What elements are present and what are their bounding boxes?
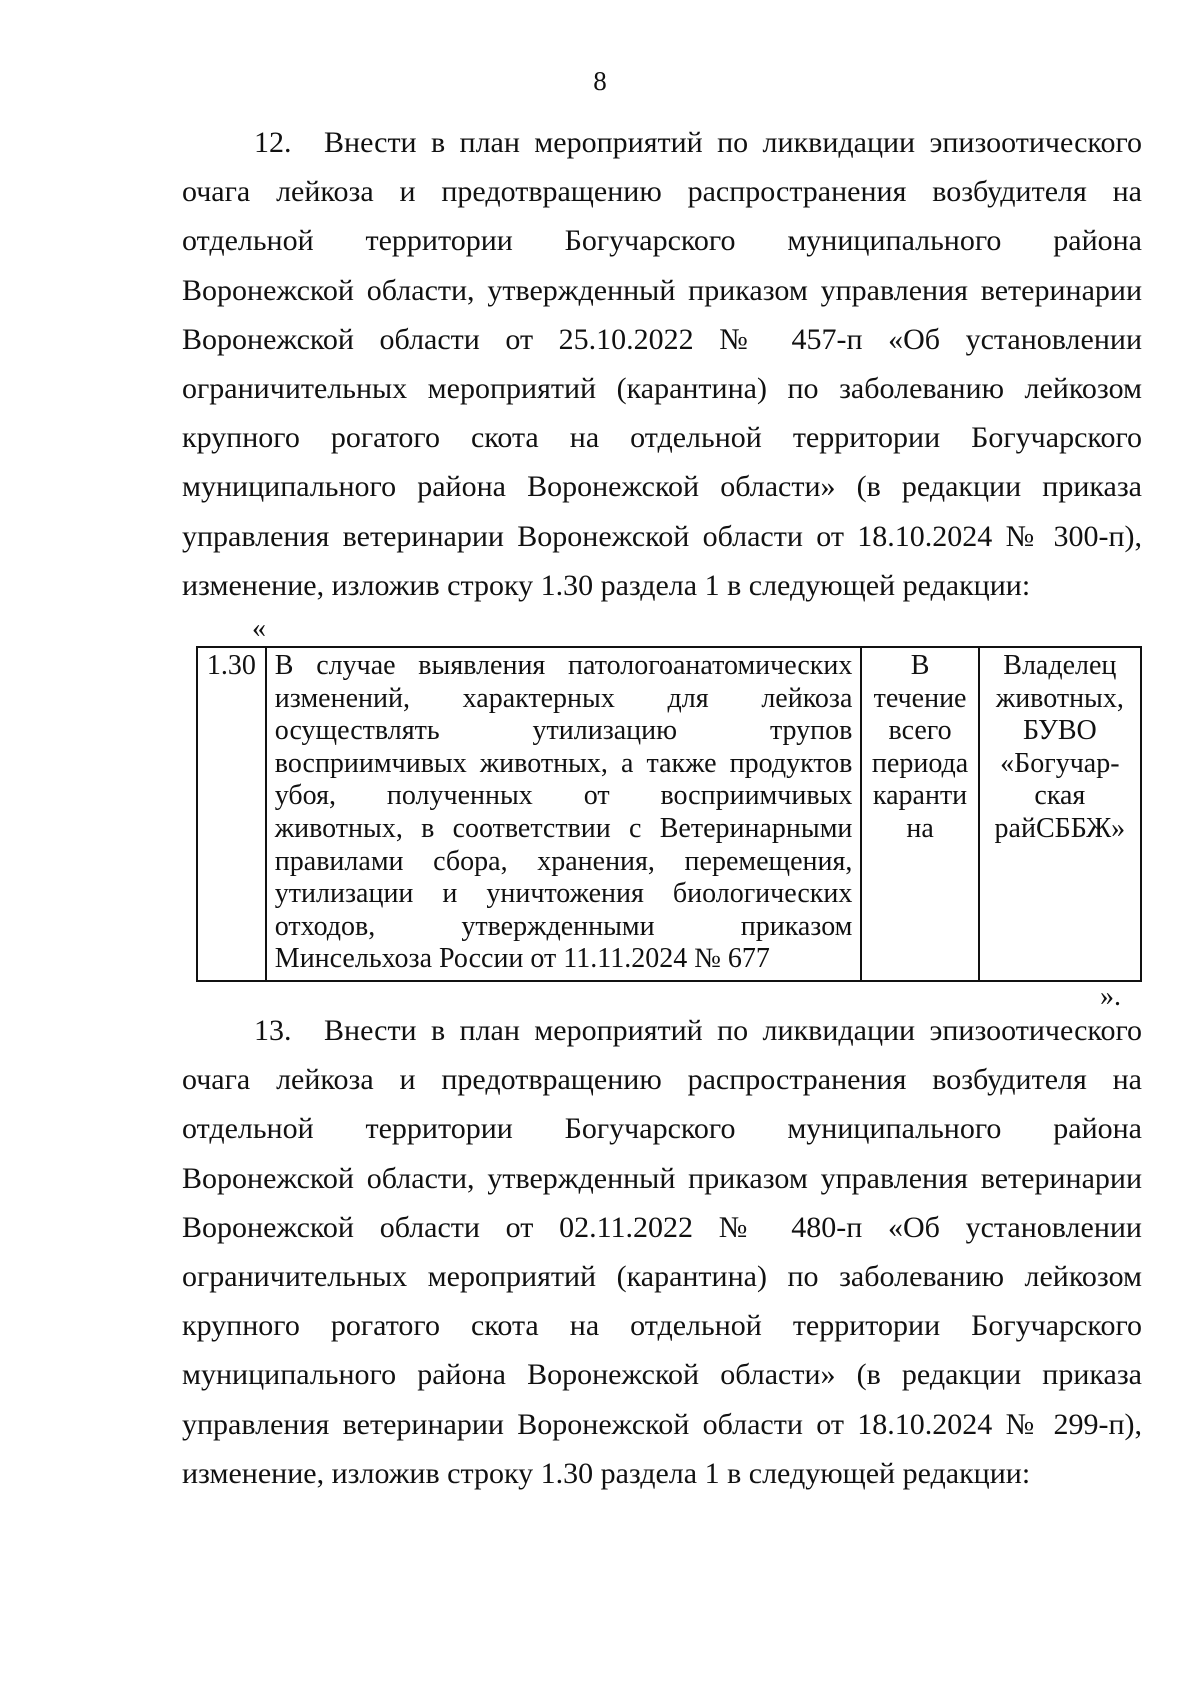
paragraph-item-12 xyxy=(182,118,1142,610)
item-number: 12. xyxy=(254,126,292,159)
closing-quote: ». xyxy=(1100,981,1121,1012)
page-number: 8 xyxy=(593,66,607,96)
opening-quote: « xyxy=(252,613,266,644)
responsible-cell: Владелец животных, БУВО «Богучар-ская райСББЖ» xyxy=(979,647,1141,981)
amendment-table xyxy=(196,646,1142,982)
table-row xyxy=(197,647,1141,981)
row-number-cell: 1.30 xyxy=(197,647,266,981)
item-text: Внести в план мероприятий по ликвидации эпизоотического очага лейкоза и предотвращению распространения возбудителя на отдельной территории Богучарского муниципального района Воронежской области, утвержденный приказом управления ветеринарии Воронежской области от 02.11.2022 № 480-п «Об установлении ограничительных мероприятий (карантина) по заболеванию лейкозом крупного рогатого скота на отдельной территории Богучарского муниципального района Воронежской области» (в редакции приказа управления ветеринарии Воронежской области от 18.10.2024 № 299-п), изменение, изложив строку 1.30 раздела 1 в следующей редакции: xyxy=(182,1014,1142,1490)
measure-cell: В случае выявления патологоанатомических изменений, характерных для лейкоза осуществлять утилизацию трупов восприимчивых животных, а также продуктов убоя, полученных от восприимчивых животных, в соответствии с Ветеринарными правилами сбора, хранения, перемещения, утилизации и уничтожения биологических отходов, утвержденными приказом Минсельхоза России от 11.11.2024 № 677 xyxy=(266,647,862,981)
term-cell: В течение всего периода каранти на xyxy=(861,647,978,981)
item-number: 13. xyxy=(254,1014,292,1047)
item-text: Внести в план мероприятий по ликвидации эпизоотического очага лейкоза и предотвращению распространения возбудителя на отдельной территории Богучарского муниципального района Воронежской области, утвержденный приказом управления ветеринарии Воронежской области от 25.10.2022 № 457-п «Об установлении ограничительных мероприятий (карантина) по заболеванию лейкозом крупного рогатого скота на отдельной территории Богучарского муниципального района Воронежской области» (в редакции приказа управления ветеринарии Воронежской области от 18.10.2024 № 300-п), изменение, изложив строку 1.30 раздела 1 в следующей редакции: xyxy=(182,126,1142,602)
paragraph-item-13 xyxy=(182,1006,1142,1498)
